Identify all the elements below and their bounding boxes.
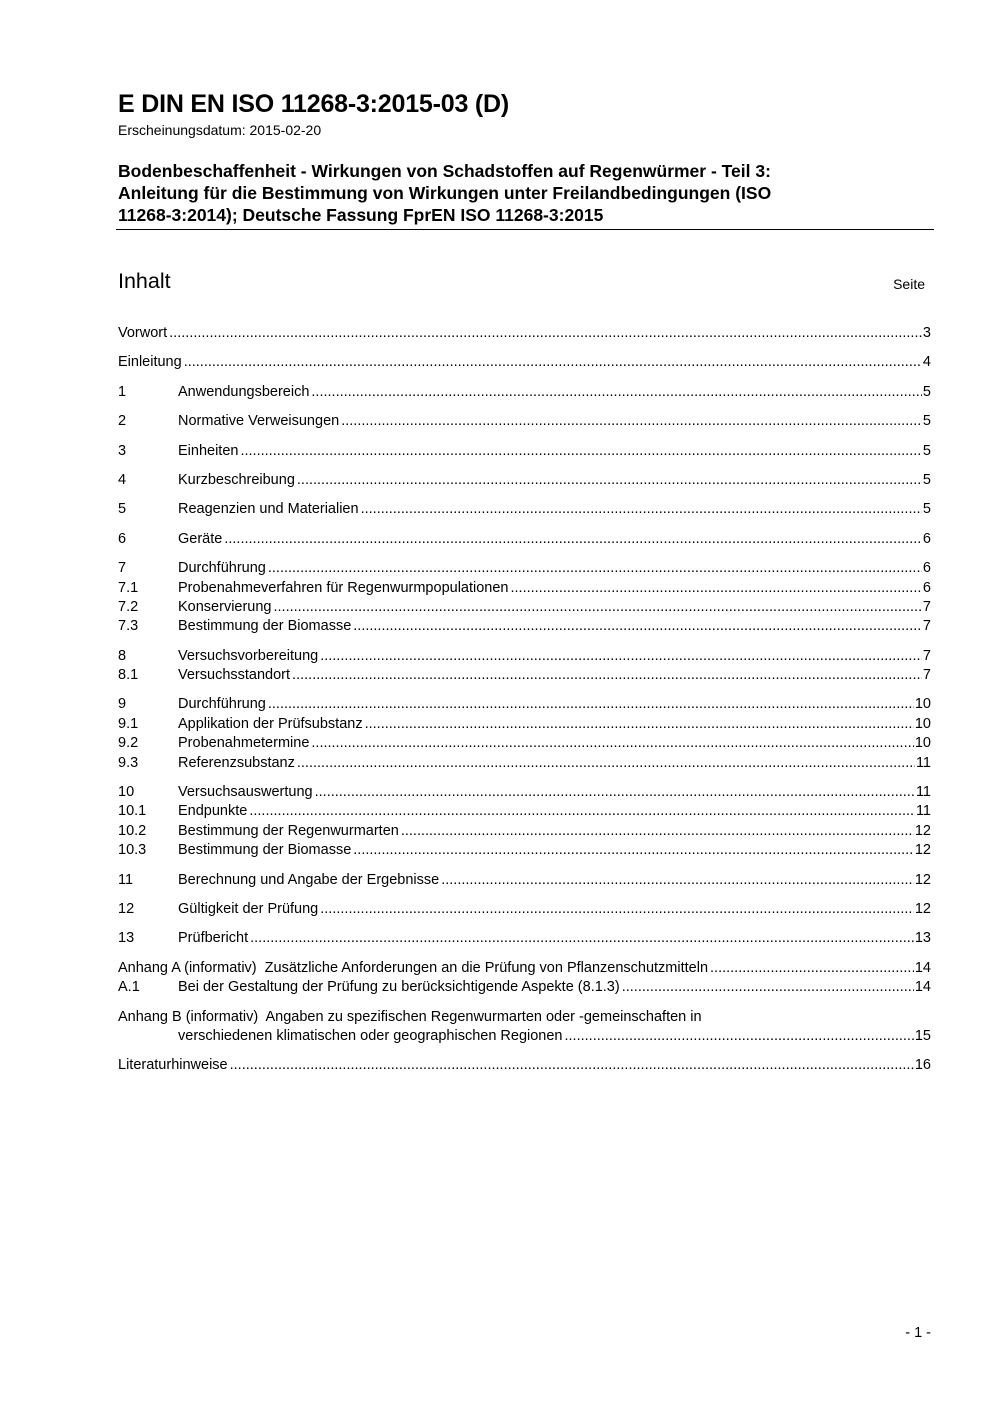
toc-entry-11[interactable] [118,871,931,890]
toc-entry-10-2[interactable] [118,822,931,841]
table-of-contents [118,324,931,1076]
toc-entry-page: 11 [915,754,931,771]
toc-entry-number: 7.1 [118,579,139,596]
subtitle-line: Bodenbeschaffenheit - Wirkungen von Schadstoffen auf Regenwürmer - Teil 3: [118,161,771,181]
toc-entry-page: 16 [914,1057,931,1074]
toc-entry-number: 2 [118,413,127,430]
toc-entry-number: 4 [118,471,127,488]
dot-leader [292,666,922,685]
toc-entry-number: 10.3 [118,842,147,859]
toc-entry-title[interactable]: Durchführung [178,696,266,713]
toc-entry-page: 5 [922,471,931,488]
toc-entry-number: 10.2 [118,822,147,839]
toc-entry-title[interactable]: Versuchsstandort [178,667,291,684]
toc-entry-9[interactable] [118,695,931,714]
toc-entry-anhang-a[interactable] [118,959,931,978]
toc-entry-9-2[interactable] [118,734,931,753]
toc-entry-vorwort[interactable] [118,324,931,343]
publication-date: Erscheinungsdatum: 2015-02-20 [118,122,322,138]
dot-leader [311,383,922,402]
toc-entry-title[interactable]: Einleitung [118,354,182,371]
toc-entry-title[interactable]: Gültigkeit der Prüfung [178,900,319,917]
toc-entry-page: 11 [915,784,931,801]
dot-leader [230,1056,914,1075]
toc-entry-einleitung[interactable] [118,353,931,372]
toc-entry-number: 6 [118,530,127,547]
dot-leader [622,978,914,997]
toc-entry-7-3[interactable] [118,617,931,636]
dot-leader [353,617,922,636]
title-divider [116,229,934,230]
toc-entry-title[interactable]: Referenzsubstanz [178,754,295,771]
dot-leader [353,841,914,860]
toc-entry-page: 10 [914,696,931,713]
toc-entry-number: 12 [118,900,135,917]
toc-entry-page: 12 [914,900,931,917]
document-title: E DIN EN ISO 11268-3:2015-03 (D) [118,90,509,118]
dot-leader [297,471,922,490]
dot-leader [315,783,915,802]
toc-entry-page: 5 [922,383,931,400]
dot-leader [297,754,915,773]
toc-entry-9-3[interactable] [118,754,931,773]
toc-entry-number: 1 [118,383,127,400]
toc-entry-2[interactable] [118,412,931,431]
toc-entry-page: 12 [914,842,931,859]
dot-leader [320,900,914,919]
toc-entry-page: 4 [922,354,931,371]
toc-entry-3[interactable] [118,442,931,461]
toc-entry-page: 10 [914,715,931,732]
dot-leader [341,412,922,431]
toc-entry-title[interactable]: Applikation der Prüfsubstanz [178,715,363,732]
toc-entry-8[interactable] [118,647,931,666]
toc-entry-title[interactable]: Bestimmung der Regenwurmarten [178,822,399,839]
toc-entry-page: 14 [914,979,931,996]
toc-entry-title[interactable]: Einheiten [178,442,239,459]
dot-leader [510,579,921,598]
dot-leader [184,353,922,372]
toc-entry-title[interactable]: Berechnung und Angabe der Ergebnisse [178,871,440,888]
toc-entry-number: 8 [118,647,127,664]
dot-leader [240,442,921,461]
dot-leader [268,695,914,714]
toc-entry-8-1[interactable] [118,666,931,685]
toc-entry-number: 11 [118,871,134,888]
toc-entry-title[interactable]: Versuchsauswertung [178,784,313,801]
toc-entry-title[interactable]: Kurzbeschreibung [178,471,295,488]
toc-entry-number: 9.3 [118,754,139,771]
toc-entry-page: 6 [922,560,931,577]
toc-entry-title[interactable]: Normative Verweisungen [178,413,340,430]
toc-entry-title[interactable]: Konservierung [178,598,272,615]
toc-entry-title-line1[interactable]: Anhang B (informativ) Angaben zu spezifischen Regenwurmarten oder -gemeinschaften in [118,1008,702,1025]
toc-entry-literaturhinweise[interactable] [118,1056,931,1075]
toc-entry-10-3[interactable] [118,841,931,860]
toc-entry-title[interactable]: Endpunkte [178,803,248,820]
document-subtitle [118,160,918,226]
toc-entry-5[interactable] [118,500,931,519]
toc-entry-number: 10.1 [118,803,147,820]
dot-leader [361,500,922,519]
toc-entry-page: 11 [915,803,931,820]
dot-leader [365,715,914,734]
toc-entry-page: 5 [922,501,931,518]
toc-entry-7[interactable] [118,559,931,578]
dot-leader [311,734,913,753]
toc-entry-number: 9.2 [118,735,139,752]
toc-entry-page: 15 [914,1027,931,1044]
toc-entry-page: 7 [922,598,931,615]
toc-entry-title[interactable]: Prüfbericht [178,930,249,947]
toc-entry-title[interactable]: Geräte [178,530,223,547]
toc-entry-number: 10 [118,784,135,801]
toc-entry-page: 7 [922,647,931,664]
subtitle-line: Anleitung für die Bestimmung von Wirkungen unter Freilandbedingungen (ISO [118,183,772,203]
toc-entry-page: 13 [914,930,931,947]
toc-entry-page: 5 [922,413,931,430]
toc-entry-title[interactable]: Vorwort [118,325,168,341]
toc-entry-number: 13 [118,930,135,947]
toc-entry-title[interactable]: Probenahmetermine [178,735,310,752]
dot-leader [565,1027,914,1046]
toc-entry-number: 8.1 [118,667,139,684]
toc-entry-title[interactable]: Anwendungsbereich [178,383,310,400]
toc-entry-page: 12 [914,822,931,839]
toc-entry-page: 5 [922,442,931,459]
toc-entry-4[interactable] [118,471,931,490]
toc-entry-title[interactable]: Literaturhinweise [118,1057,228,1074]
toc-entry-title[interactable]: Bei der Gestaltung der Prüfung zu berücksichtigende Aspekte (8.1.3) [178,979,620,996]
toc-entry-10[interactable] [118,783,931,802]
toc-entry-6[interactable] [118,530,931,549]
toc-entry-13[interactable] [118,929,931,948]
toc-entry-page: 6 [922,530,931,547]
toc-entry-title[interactable]: Versuchsvorbereitung [178,647,319,664]
toc-entry-1[interactable] [118,383,931,402]
toc-entry-a-1[interactable] [118,978,931,997]
toc-entry-number: 7.3 [118,618,139,635]
toc-entry-10-1[interactable] [118,802,931,821]
page-column-label: Seite [893,276,925,292]
toc-entry-number: 7.2 [118,598,139,615]
toc-entry-title-line2[interactable]: verschiedenen klimatischen oder geographischen Regionen [178,1027,563,1044]
toc-entry-number: 5 [118,501,127,518]
toc-entry-9-1[interactable] [118,715,931,734]
toc-entry-page: 7 [922,618,931,635]
toc-entry-page: 3 [922,325,931,341]
dot-leader [274,598,922,617]
toc-entry-7-1[interactable] [118,579,931,598]
dot-leader [320,647,922,666]
toc-entry-page: 12 [914,871,931,888]
toc-entry-title[interactable]: Reagenzien und Materialien [178,501,359,518]
toc-entry-title[interactable]: Durchführung [178,560,266,577]
toc-entry-title[interactable]: Bestimmung der Biomasse [178,618,352,635]
toc-entry-number: 9.1 [118,715,139,732]
page-number: - 1 - [905,1325,931,1341]
toc-entry-anhang-b[interactable] [118,1008,931,1047]
toc-entry-number: 7 [118,560,127,577]
dot-leader [401,822,914,841]
toc-entry-title[interactable]: Probenahmeverfahren für Regenwurmpopulationen [178,579,509,596]
toc-entry-page: 14 [914,959,931,976]
toc-heading: Inhalt [118,269,171,293]
dot-leader [441,871,914,890]
toc-entry-number: 9 [118,696,127,713]
subtitle-line: 11268-3:2014); Deutsche Fassung FprEN ISO 11268-3:2015 [118,205,604,225]
dot-leader [224,530,922,549]
toc-entry-number: 3 [118,442,127,459]
dot-leader [250,929,914,948]
dot-leader [710,959,914,978]
toc-entry-number: A.1 [118,979,140,996]
toc-entry-page: 6 [922,579,931,596]
toc-entry-line2[interactable] [118,1027,931,1046]
dot-leader [249,802,915,821]
toc-entry-page: 10 [914,735,931,752]
toc-entry-title[interactable]: Anhang A (informativ) Zusätzliche Anforderungen an die Prüfung von Pflanzenschutzmitteln [118,959,709,976]
dot-leader [268,559,922,578]
toc-entry-page: 7 [922,667,931,684]
toc-entry-title[interactable]: Bestimmung der Biomasse [178,842,352,859]
toc-entry-12[interactable] [118,900,931,919]
toc-entry-7-2[interactable] [118,598,931,617]
dot-leader [169,324,922,343]
